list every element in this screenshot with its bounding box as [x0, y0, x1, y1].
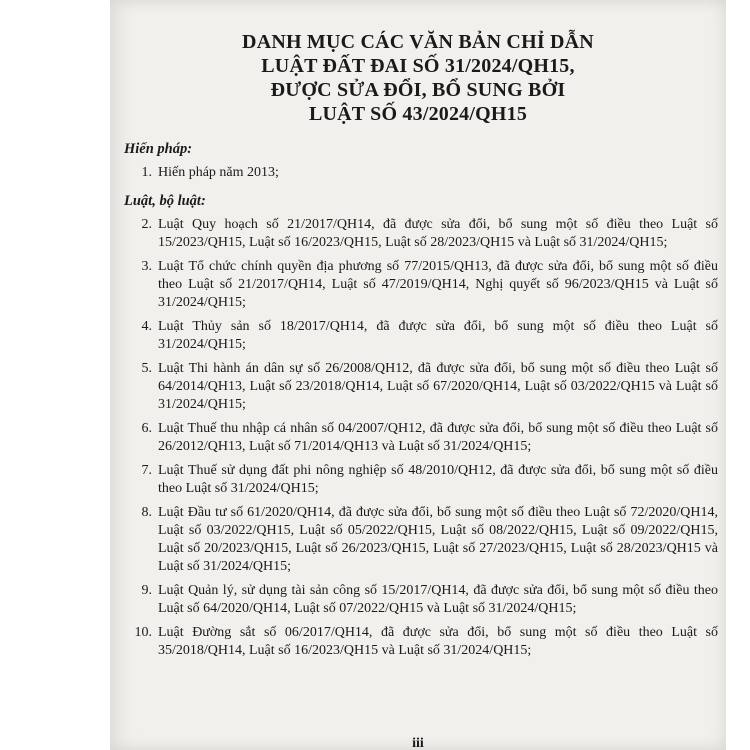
list-item [124, 360, 718, 414]
item-text: Luật Thuế thu nhập cá nhân số 04/2007/QH12, đã được sửa đổi, bổ sung một số điều theo Luật số 26/2012/QH13, Luật số 71/2014/QH13 và Luật số 31/2024/QH15; [158, 421, 718, 454]
document-body [124, 140, 718, 666]
list-item [124, 624, 718, 660]
item-number: 6. [141, 421, 152, 436]
item-text: Luật Đường sắt số 06/2017/QH14, đã được sửa đổi, bổ sung một số điều theo Luật số 35/2018/QH14, Luật số 16/2023/QH15 và Luật số 31/2024/QH15; [158, 625, 718, 658]
item-number: 10. [134, 625, 152, 640]
item-text: Luật Thủy sản số 18/2017/QH14, đã được sửa đổi, bổ sung một số điều theo Luật số 31/2024/QH15; [158, 319, 718, 352]
item-number: 7. [141, 463, 152, 478]
list-item [124, 420, 718, 456]
list-item [124, 582, 718, 618]
page-number: iii [412, 736, 424, 750]
list-item [124, 462, 718, 498]
item-text: Hiến pháp năm 2013; [158, 165, 279, 180]
title-line-2: LUẬT ĐẤT ĐAI SỐ 31/2024/QH15, [261, 55, 575, 77]
item-text: Luật Quản lý, sử dụng tài sản công số 15/2017/QH14, đã được sửa đổi, bổ sung một số điều theo Luật số 64/2020/QH14, Luật số 07/2022/QH15 và Luật số 31/2024/QH15; [158, 583, 718, 616]
title-line-4: LUẬT SỐ 43/2024/QH15 [308, 103, 528, 125]
item-number: 3. [141, 259, 152, 274]
list-item [124, 258, 718, 312]
section-heading-constitution: Hiến pháp: [124, 141, 193, 157]
list-item [124, 318, 718, 354]
list-item [124, 216, 718, 252]
list-item [124, 504, 718, 576]
title-line-1: DANH MỤC CÁC VĂN BẢN CHỈ DẪN [242, 31, 594, 53]
item-number: 4. [141, 319, 152, 334]
item-text: Luật Thuế sử dụng đất phi nông nghiệp số 48/2010/QH12, đã được sửa đổi, bổ sung một số điều theo Luật số 31/2024/QH15; [158, 463, 718, 496]
item-text: Luật Quy hoạch số 21/2017/QH14, đã được sửa đổi, bổ sung một số điều theo Luật số 15/2023/QH15, Luật số 16/2023/QH15, Luật số 28/2023/QH15 và Luật số 31/2024/QH15; [158, 217, 718, 250]
item-number: 5. [141, 361, 152, 376]
document-page [110, 0, 726, 750]
laws-list [124, 216, 718, 660]
constitution-list [124, 164, 718, 182]
item-number: 9. [141, 583, 152, 598]
item-number: 8. [141, 505, 152, 520]
item-text: Luật Đầu tư số 61/2020/QH14, đã được sửa đổi, bổ sung một số điều theo Luật số 72/2020/QH14, Luật số 03/2022/QH15, Luật số 05/2022/QH15, Luật số 08/2022/QH15, Luật số 09/2022/QH15, Luật số 20/2023/QH15, Luật số 26/2023/QH15, Luật số 27/2023/QH15, Luật số 28/2023/QH15 và Luật số 31/2024/QH15; [158, 505, 718, 574]
list-item [124, 164, 718, 182]
item-number: 1. [141, 165, 152, 180]
item-text: Luật Tổ chức chính quyền địa phương số 77/2015/QH13, đã được sửa đổi, bổ sung một số điều theo Luật số 21/2017/QH14, Luật số 47/2019/QH14, Nghị quyết số 96/2023/QH15 và Luật số 31/2024/QH15; [158, 259, 718, 310]
title-line-3: ĐƯỢC SỬA ĐỔI, BỔ SUNG BỞI [270, 79, 566, 101]
document-title [110, 30, 726, 126]
item-text: Luật Thi hành án dân sự số 26/2008/QH12, đã được sửa đổi, bổ sung một số điều theo Luật số 64/2014/QH13, Luật số 23/2018/QH14, Luật số 67/2020/QH14, Luật số 03/2022/QH15 và Luật số 31/2024/QH15; [158, 361, 718, 412]
item-number: 2. [141, 217, 152, 232]
section-heading-laws: Luật, bộ luật: [124, 193, 206, 209]
